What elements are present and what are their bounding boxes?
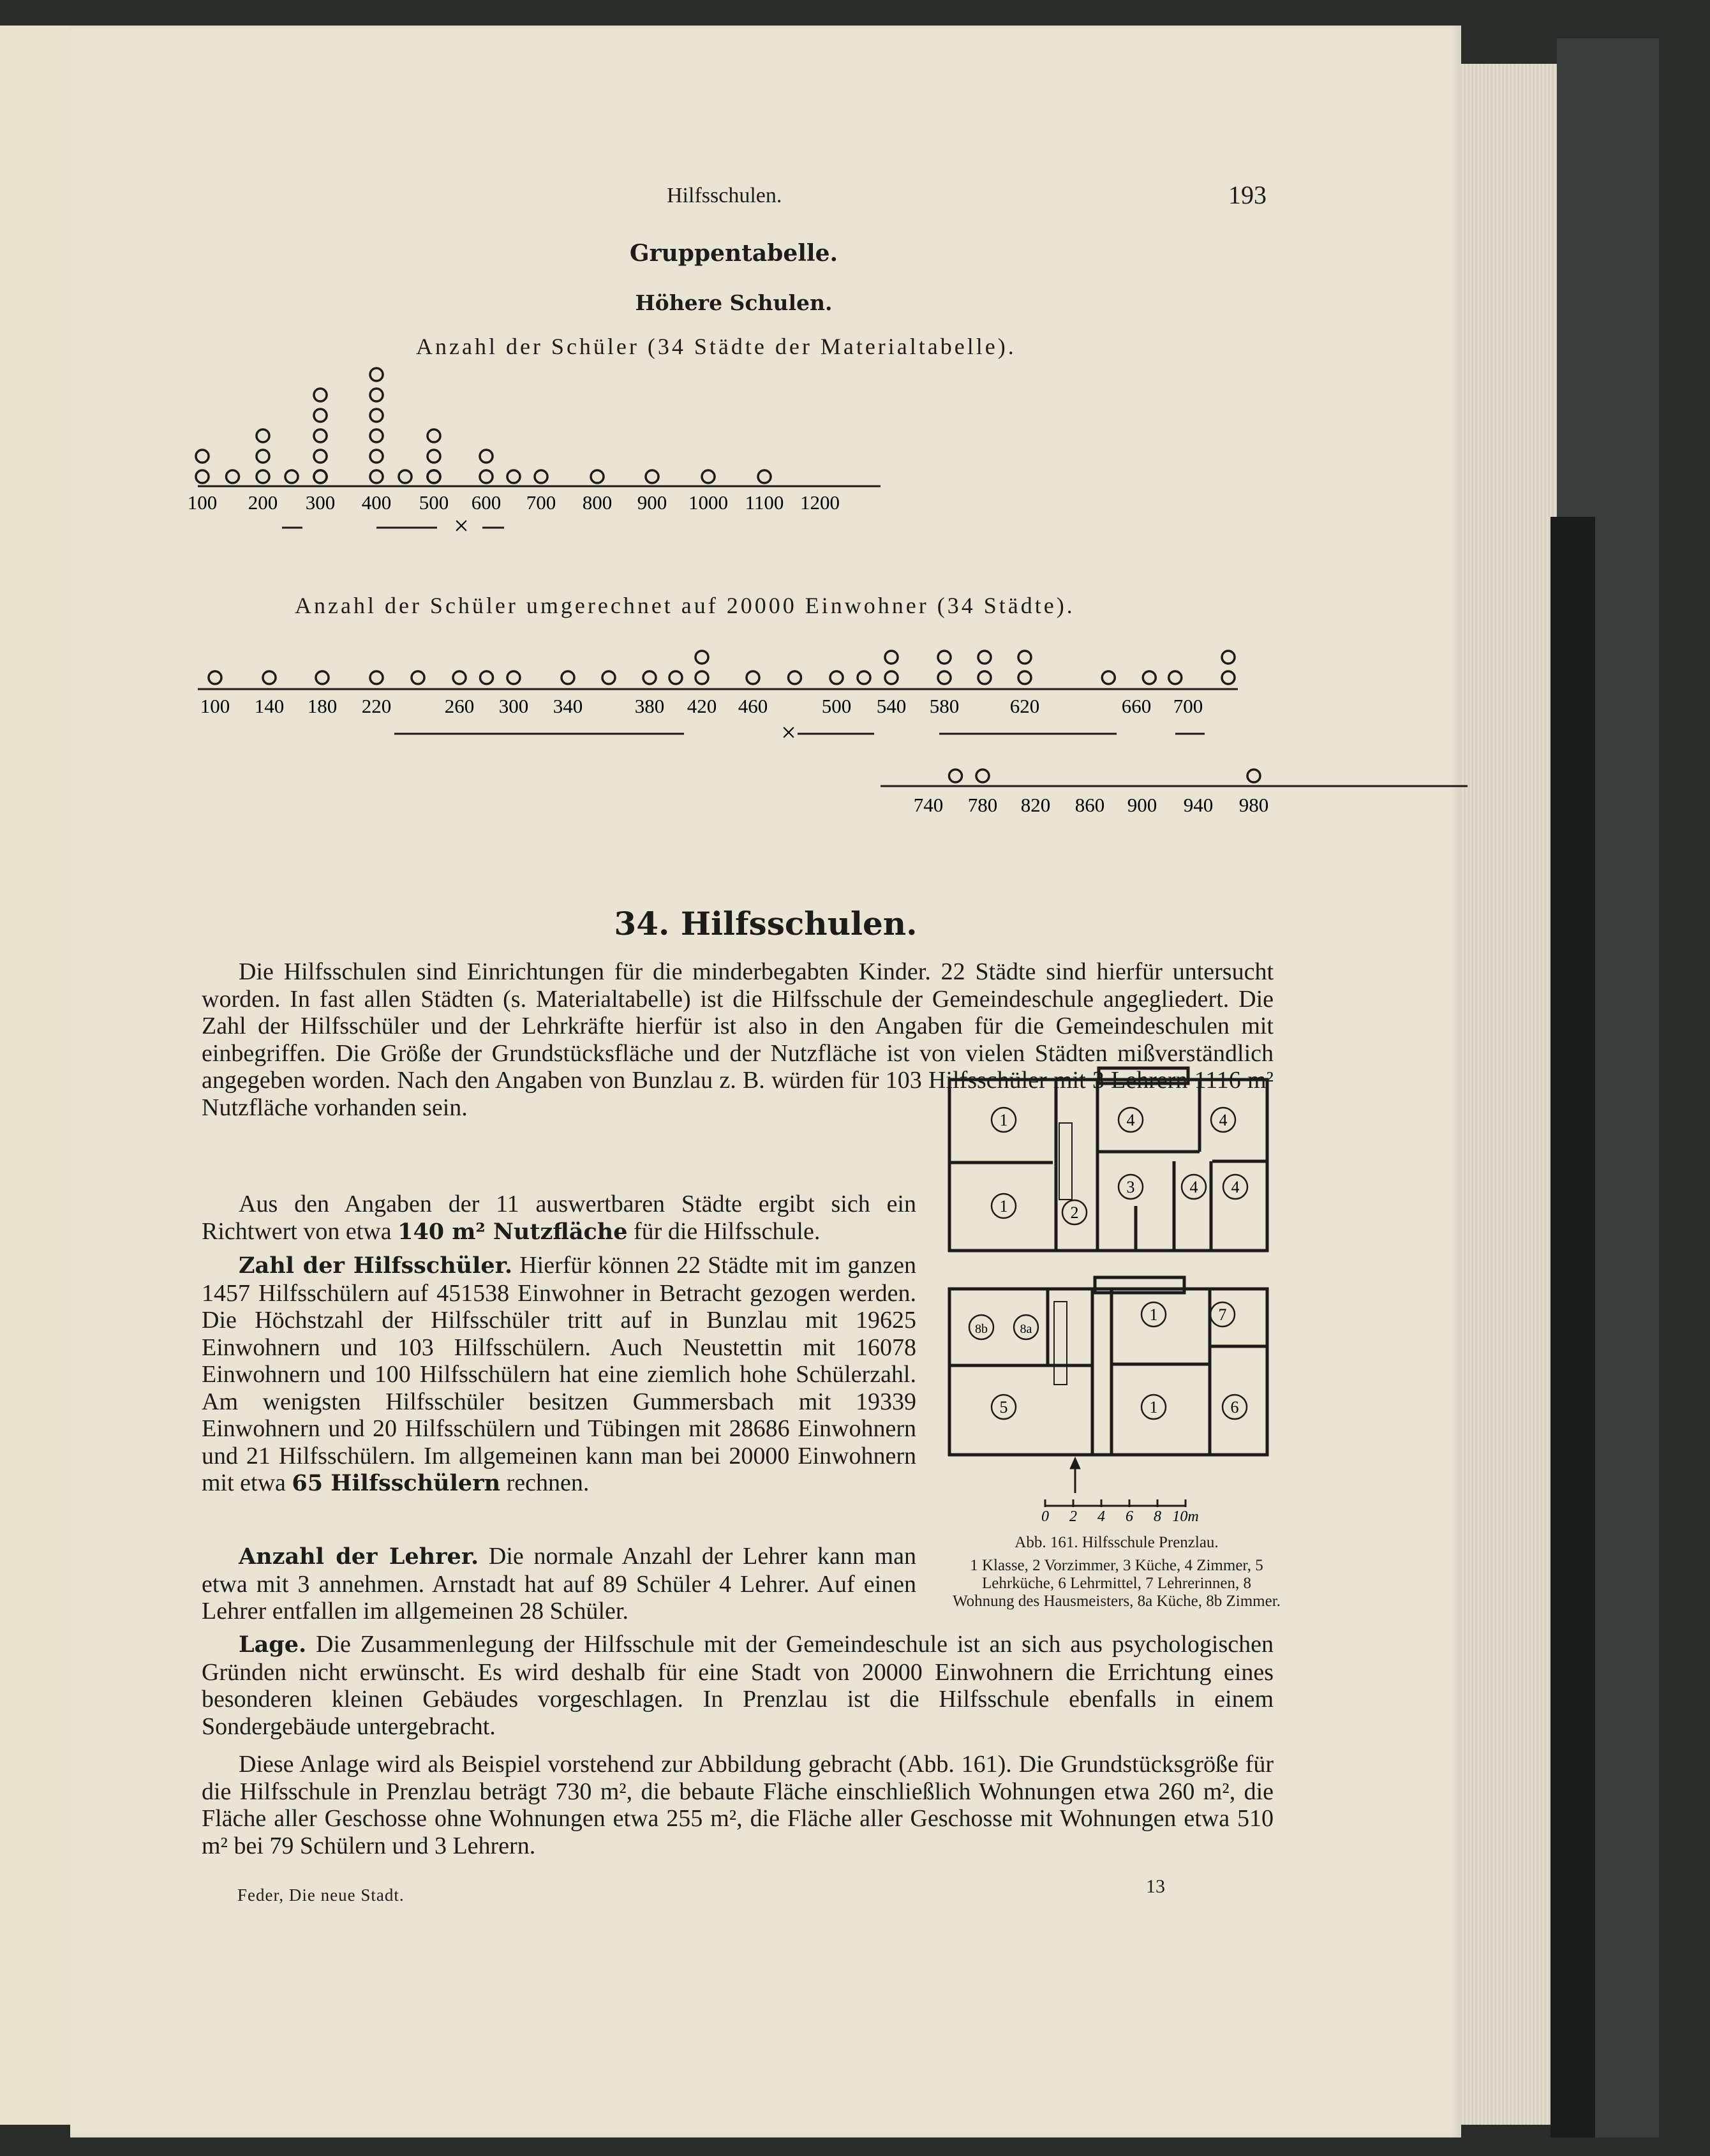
dot-chart-1 xyxy=(187,370,893,555)
chart2-tick-label: 660 xyxy=(1121,695,1152,717)
chart2-point xyxy=(1222,651,1235,664)
room-number-label: 1 xyxy=(1149,1305,1158,1324)
page-number: 193 xyxy=(1228,181,1267,209)
room-number-label: 4 xyxy=(1126,1111,1135,1129)
floor-plan-figure xyxy=(944,1059,1276,1525)
figure-caption-title: Abb. 161. Hilfsschule Prenzlau. xyxy=(1015,1534,1219,1551)
room-number-label: 8a xyxy=(1020,1322,1032,1336)
figure-caption-legend: 1 Klasse, 2 Vorzimmer, 3 Küche, 4 Zimmer, 5 Lehrküche, 6 Lehrmittel, 7 Lehrerinnen, 8 Wohnung des Hausmeisters, 8a Küche, 8b Zimmer. xyxy=(953,1557,1281,1610)
chart2-point xyxy=(885,651,898,664)
chart2-point xyxy=(976,769,989,782)
chart2-point xyxy=(1247,769,1260,782)
upper-floor-outline xyxy=(949,1080,1267,1251)
page-stack-edge xyxy=(1461,64,1557,2125)
chart2-tick-label: 740 xyxy=(913,794,944,816)
richtwert-value: 140 m² Nutzfläche xyxy=(398,1218,628,1245)
chart2-point xyxy=(316,671,329,684)
chart1-point xyxy=(370,470,383,483)
paragraph-lage xyxy=(202,1631,1274,1740)
chart2-tick-label: 340 xyxy=(553,695,583,717)
chart1-point xyxy=(507,470,520,483)
chart2-point xyxy=(1222,671,1235,684)
chart2-point xyxy=(1169,671,1182,684)
chart2-tick-label: 940 xyxy=(1183,794,1214,816)
chart2-point xyxy=(480,671,493,684)
chart2-point xyxy=(949,769,962,782)
chart2-point xyxy=(695,671,708,684)
chart2-point xyxy=(885,671,898,684)
schueler-text-c: rechnen. xyxy=(506,1469,590,1496)
chart2-tick-label: 860 xyxy=(1074,794,1105,816)
chart1-point xyxy=(196,450,209,463)
chart2-point xyxy=(789,671,801,684)
chart2-median-mark: × xyxy=(781,718,796,748)
lehrer-lead: Anzahl der Lehrer. xyxy=(239,1543,479,1570)
chart1-point xyxy=(399,470,412,483)
chart1-point xyxy=(227,470,239,483)
scale-label: 2 xyxy=(1069,1508,1077,1525)
chart1-point xyxy=(535,470,547,483)
paragraph-schueler xyxy=(202,1252,916,1498)
chart2-tick-label: 460 xyxy=(738,695,768,717)
chart2-point xyxy=(643,671,656,684)
chart1-point xyxy=(285,470,298,483)
chart1-tick-label: 1200 xyxy=(800,491,840,514)
chart1-tick-label: 1100 xyxy=(745,491,784,514)
schueler-text-a: Hierfür können 22 Städte mit im ganzen 1457 Hilfsschülern auf 451538 Einwohner in Betracht gezogen werden. Die Höchstzahl der Hilfsschüler tritt auf in Bunzlau mit 19625 Einwohnern und 103 Hilfsschülern. Auch Neustettin mit 16078 Einwohnern und 100 Hilfsschülern hat eine ziemlich hohe Schülerzahl. Am wenigsten Hilfsschüler besitzen Gummersbach mit 19339 Einwohnern und 20 Hilfsschülern und Tübingen mit 28686 Einwohnern und 21 Hilfsschülern. Im allgemeinen kann man bei 20000 Einwohnern mit etwa xyxy=(202,1252,916,1496)
chart1-point xyxy=(256,429,269,442)
chart1-point xyxy=(196,470,209,483)
chart2-tick-label: 260 xyxy=(444,695,475,717)
scale-label: 10m xyxy=(1172,1508,1199,1525)
chart1-title: Anzahl der Schüler (34 Städte der Materialtabelle). xyxy=(416,334,1016,359)
room-number-label: 2 xyxy=(1070,1203,1079,1222)
chart2-point xyxy=(978,651,991,664)
section-title: 34. Hilfsschulen. xyxy=(614,905,918,942)
chart2-tick-label: 820 xyxy=(1020,794,1051,816)
chart2-point xyxy=(695,651,708,664)
richtwert-text-a: Aus den Angaben der 11 auswertbaren Städte ergibt sich ein Richtwert von etwa xyxy=(202,1191,916,1245)
room-number-label: 7 xyxy=(1218,1305,1227,1324)
chart2-point xyxy=(978,671,991,684)
room-number-label: 4 xyxy=(1189,1178,1198,1196)
chart2-tick-label: 420 xyxy=(687,695,717,717)
chart2-tick-label: 180 xyxy=(307,695,338,717)
paragraph-lehrer xyxy=(202,1543,916,1625)
chart2-tick-label: 300 xyxy=(498,695,529,717)
chart1-point xyxy=(480,470,493,483)
chart2-point xyxy=(412,671,424,684)
chart1-point xyxy=(370,409,383,422)
chart1-tick-label: 400 xyxy=(361,491,392,514)
room-number-label: 4 xyxy=(1219,1111,1228,1129)
left-page-edge xyxy=(0,26,74,2125)
lage-lead: Lage. xyxy=(239,1632,307,1658)
chart1-tick-label: 1000 xyxy=(688,491,728,514)
chart1-point xyxy=(480,450,493,463)
chart1-point xyxy=(428,450,440,463)
lower-stair xyxy=(1054,1302,1067,1385)
paragraph-richtwert xyxy=(202,1191,916,1245)
chart2-point xyxy=(507,671,520,684)
chart2-tick-label: 900 xyxy=(1127,794,1157,816)
entrance-arrow-head xyxy=(1070,1457,1080,1469)
chart2-point xyxy=(370,671,383,684)
chart2-point xyxy=(747,671,759,684)
chart1-tick-label: 900 xyxy=(637,491,667,514)
scale-label: 4 xyxy=(1097,1508,1105,1525)
chart1-point xyxy=(646,470,658,483)
chart1-point xyxy=(314,429,327,442)
scale-label: 0 xyxy=(1041,1508,1049,1525)
schueler-lead: Zahl der Hilfsschüler. xyxy=(239,1253,513,1279)
chart2-point xyxy=(602,671,615,684)
chart1-tick-label: 800 xyxy=(582,491,613,514)
chart2-point xyxy=(561,671,574,684)
chart2-point xyxy=(938,651,951,664)
lage-text: Die Zusammenlegung der Hilfsschule mit der Gemeindeschule ist an sich aus psychologischen Gründen nicht erwünscht. Es wird deshalb für eine Stadt von 20000 Einwohnern die Errichtung eines besonderen kleinen Gebäudes vorgeschlagen. In Prenzlau ist die Hilfsschule ebenfalls in einem Sondergebäude untergebracht. xyxy=(202,1631,1274,1740)
chart1-point xyxy=(370,450,383,463)
chart1-point xyxy=(314,409,327,422)
room-number-label: 3 xyxy=(1126,1178,1135,1196)
room-number-label: 4 xyxy=(1231,1178,1240,1196)
running-title: Hilfsschulen. xyxy=(667,184,782,207)
chart2-point xyxy=(830,671,843,684)
chart2-tick-label: 100 xyxy=(200,695,230,717)
chart1-tick-label: 700 xyxy=(526,491,556,514)
chart1-point xyxy=(256,470,269,483)
chart1-point xyxy=(758,470,771,483)
upper-stair xyxy=(1059,1123,1072,1200)
chart1-tick-label: 100 xyxy=(187,491,218,514)
chart1-median-mark: × xyxy=(454,512,469,541)
paragraph-intro-text: Die Hilfsschulen sind Einrichtungen für die minderbegabten Kinder. 22 Städte sind hierfür untersucht worden. In fast allen Städten (s. Materialtabelle) ist die Hilfsschule der Gemeindeschule angegliedert. Die Zahl der Hilfsschüler und der Lehrkräfte hierfür ist also in den Angaben für die Gemeindeschulen mit einbegriffen. Die Größe der Grundstücksfläche und der Nutzfläche ist von vielen Städten mißverständlich angegeben worden. Nach den Angaben von Bunzlau z. B. würden für 103 Hilfsschüler mit 3 Lehrern 1116 m² Nutzfläche vorhanden sein. xyxy=(202,958,1274,1121)
chart2-point xyxy=(669,671,682,684)
schueler-value: 65 Hilfsschülern xyxy=(292,1470,501,1496)
room-number-label: 8b xyxy=(975,1322,988,1336)
paragraph-anlage xyxy=(202,1751,1274,1859)
chart1-tick-label: 200 xyxy=(248,491,278,514)
chart2-tick-label: 500 xyxy=(821,695,852,717)
richtwert-text-c: für die Hilfsschule. xyxy=(634,1217,821,1245)
chart2-tick-label: 220 xyxy=(361,695,392,717)
chart2-point xyxy=(263,671,276,684)
chart2-point xyxy=(209,671,221,684)
chart1-point xyxy=(370,368,383,381)
scale-label: 6 xyxy=(1126,1508,1133,1525)
dot-chart-2 xyxy=(191,632,1289,823)
chart1-point xyxy=(428,429,440,442)
chart2-tick-label: 780 xyxy=(967,794,998,816)
chart1-point xyxy=(428,470,440,483)
chart2-tick-label: 620 xyxy=(1009,695,1040,717)
chart1-point xyxy=(702,470,715,483)
cover-strip xyxy=(1550,517,1595,2137)
chart1-point xyxy=(256,450,269,463)
chart2-tick-label: 380 xyxy=(634,695,665,717)
chart2-point xyxy=(1018,671,1031,684)
scale-label: 8 xyxy=(1154,1508,1161,1525)
chart1-point xyxy=(591,470,604,483)
chart2-tick-label: 980 xyxy=(1238,794,1269,816)
chart1-tick-label: 500 xyxy=(419,491,449,514)
chart2-point xyxy=(1102,671,1115,684)
chart2-point xyxy=(453,671,466,684)
chart2-tick-label: 700 xyxy=(1173,695,1203,717)
chart1-tick-label: 600 xyxy=(471,491,502,514)
chart1-point xyxy=(314,470,327,483)
chart2-point xyxy=(858,671,870,684)
group-table-title: Gruppentabelle. xyxy=(629,240,838,267)
chart2-title: Anzahl der Schüler umgerechnet auf 20000 Einwohner (34 Städte). xyxy=(295,593,1075,618)
footer-source: Feder, Die neue Stadt. xyxy=(237,1885,405,1905)
room-number-label: 5 xyxy=(999,1398,1008,1416)
chart2-point xyxy=(938,671,951,684)
group-table-subtitle: Höhere Schulen. xyxy=(635,290,833,315)
chart1-point xyxy=(370,429,383,442)
anlage-text: Diese Anlage wird als Beispiel vorstehend zur Abbildung gebracht (Abb. 161). Die Grundstücksgröße für die Hilfsschule in Prenzlau beträgt 730 m², die bebaute Fläche einschließlich Wohnungen etwa 260 m², die Fläche aller Geschosse ohne Wohnungen etwa 255 m², die Fläche aller Geschosse mit Wohnungen etwa 510 m² bei 79 Schülern und 3 Lehrern. xyxy=(202,1751,1274,1859)
footer-signature: 13 xyxy=(1146,1876,1165,1897)
chart2-tick-label: 140 xyxy=(254,695,285,717)
chart2-tick-label: 540 xyxy=(876,695,907,717)
chart1-tick-label: 300 xyxy=(305,491,336,514)
chart2-tick-label: 580 xyxy=(929,695,960,717)
room-number-label: 1 xyxy=(999,1111,1008,1129)
room-number-label: 1 xyxy=(999,1197,1008,1216)
chart1-point xyxy=(314,389,327,401)
lehrer-text: Die normale Anzahl der Lehrer kann man etwa mit 3 annehmen. Arnstadt hat auf 89 Schüler 4 Lehrer. Auf einen Lehrer entfallen im allgemeinen 28 Schüler. xyxy=(202,1543,916,1624)
room-number-label: 1 xyxy=(1149,1398,1158,1416)
chart2-point xyxy=(1018,651,1031,664)
chart1-point xyxy=(370,389,383,401)
room-number-label: 6 xyxy=(1230,1398,1239,1416)
chart2-point xyxy=(1143,671,1156,684)
chart1-point xyxy=(314,450,327,463)
